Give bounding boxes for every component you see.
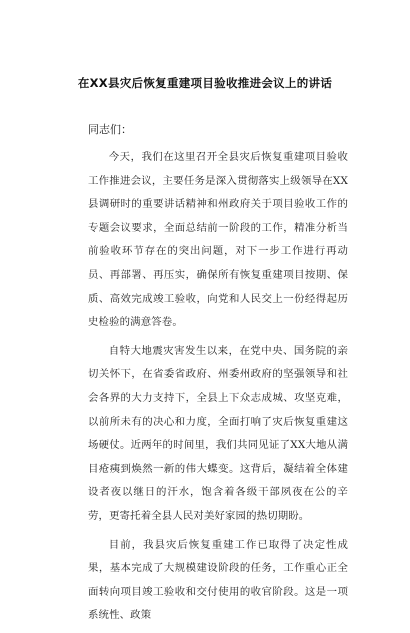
- paragraph-2: 自特大地震灾害发生以来，在党中央、国务院的亲切关怀下，在省委省政府、州委州政府的坚强领导和社会各界的大力支持下，全县上下众志成城、攻坚克难，以前所未有的决心和力度，全面打响了灾后恢复重建这场硬仗。近两年的时间里，我们共同见证了XX大地从满目疮痍到焕然一新的伟大蝶变。这背后，凝结着全体建设者夜以继日的汗水，饱含着各级干部夙夜在公的辛劳，更寄托着全县人民对美好家园的热切期盼。: [88, 344, 348, 522]
- document-body: [88, 120, 348, 633]
- document-title: 在XX县灾后恢复重建项目验收推进会议上的讲话: [77, 76, 333, 90]
- paragraph-1: 今天，我们在这里召开全县灾后恢复重建项目验收工作推进会议，主要任务是深入贯彻落实上级领导在XX县调研时的重要讲话精神和州政府关于项目验收工作的专题会议要求，全面总结前一阶段的工作，精准分析当前验收环节存在的突出问题，对下一步工作进行再动员、再部署、再压实，确保所有恢复重建项目按期、保质、高效完成竣工验收，向党和人民交上一份经得起历史检验的满意答卷。: [88, 151, 348, 329]
- salutation: 同志们：: [88, 123, 132, 136]
- paragraph-3: 目前，我县灾后恢复重建工作已取得了决定性成果，基本完成了大规模建设阶段的任务，工作重心正全面转向项目竣工验收和交付使用的收官阶段。这是一项系统性、政策: [88, 538, 348, 622]
